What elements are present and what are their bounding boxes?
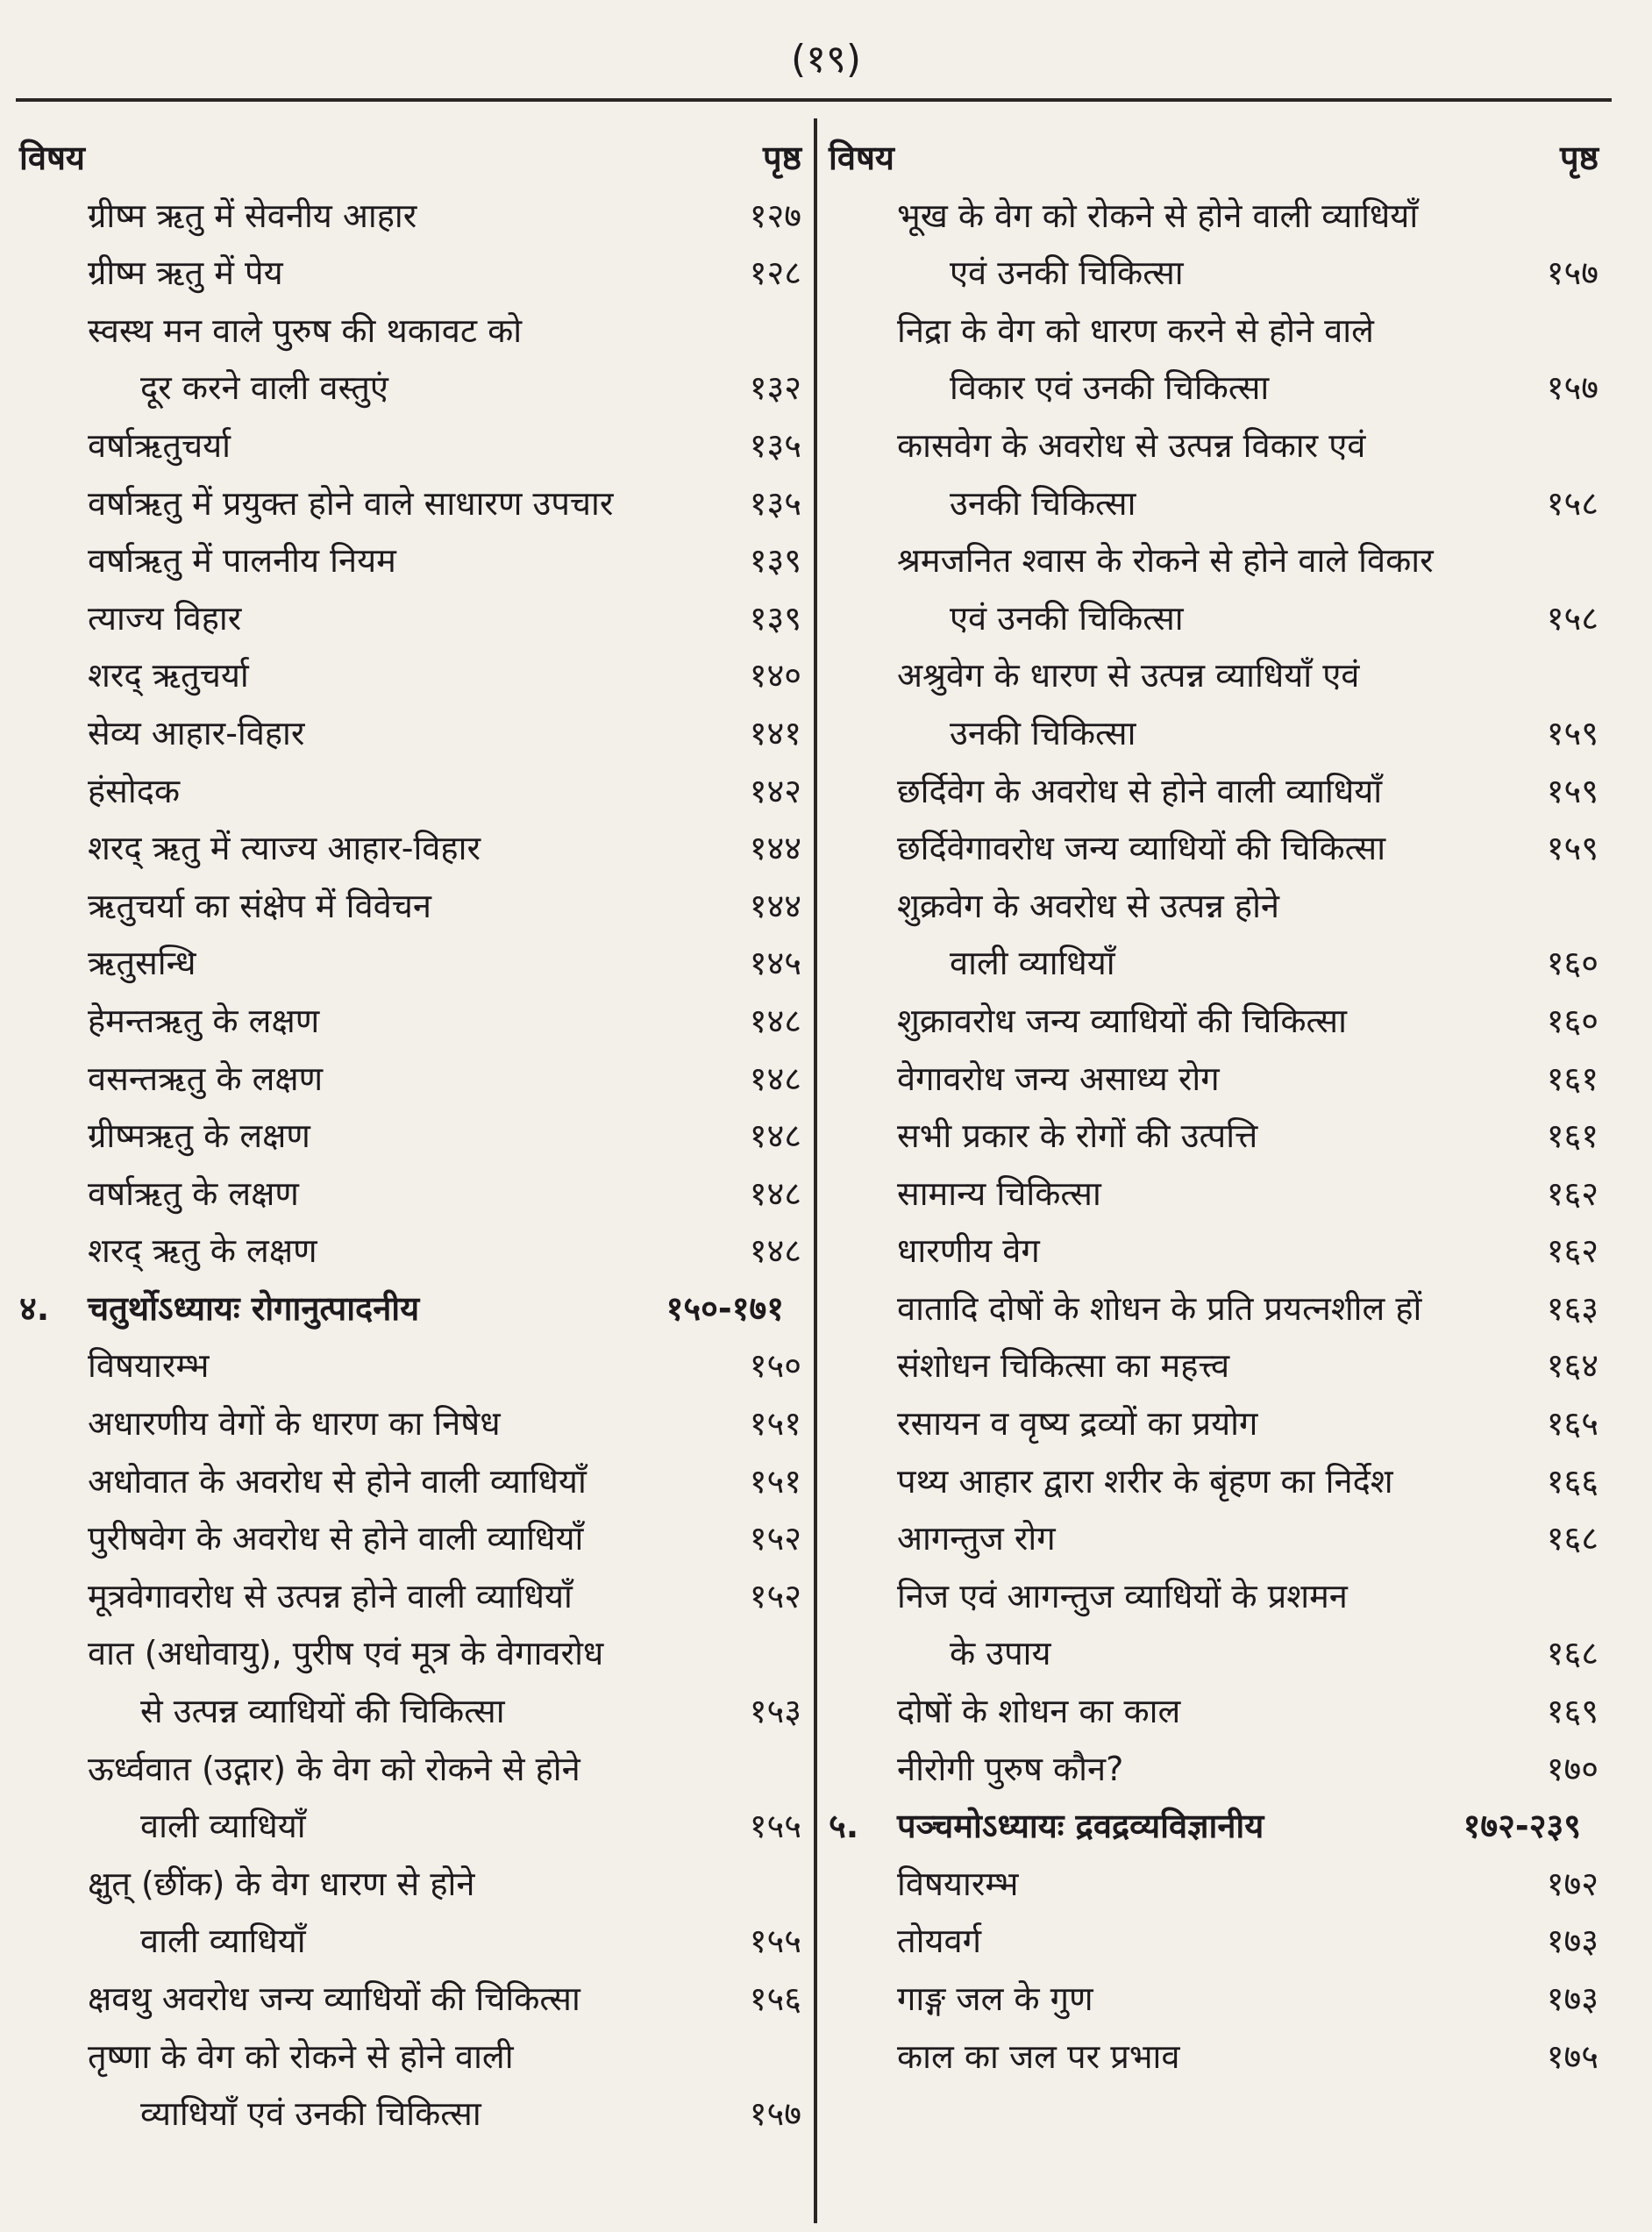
entry-text [88,935,196,993]
page-number-cell: १५२ [749,1576,801,1615]
chapter-title [19,1280,419,1338]
toc-entry [829,1051,1599,1109]
entry-text [88,1971,580,2029]
entry-label: तृष्णा के वेग को रोकने से होने वाली [88,2036,514,2076]
toc-entry [19,2029,801,2086]
entry-text [950,245,1184,303]
chapter-entry [829,1798,1599,1856]
entry-label: एवं उनकी चिकित्सा [950,253,1184,293]
entry-text [88,2029,514,2086]
entry-text [897,647,1359,705]
page-number-cell: १४८ [749,1001,801,1040]
entry-label: वसन्तऋतु के लक्षण [88,1059,324,1098]
entry-text [897,1051,1220,1109]
page-number-cell: १४५ [749,944,801,983]
entry-text [88,763,180,821]
entry-text [897,1971,1093,2029]
entry-label: श्रमजनित श्वास के रोकने से होने वाले विकार [897,541,1434,581]
toc-entry [829,1510,1599,1568]
subject-heading: विषय [829,139,894,177]
entry-text [950,1625,1051,1683]
entry-text [88,1625,603,1683]
page-number-cell: १४१ [749,713,801,752]
entry-text [88,1856,474,1914]
toc-entry [19,1625,801,1683]
entry-text [88,590,241,648]
entry-label: मूत्रवेगावरोध से उत्पन्न होने वाली व्याधियाँ [88,1576,573,1615]
toc-entry [829,1453,1599,1511]
entry-label: दूर करने वाली वस्तुएं [140,368,388,408]
entry-text [140,2086,481,2143]
page-number-cell: १५२ [749,1519,801,1558]
entry-text [897,303,1374,360]
entry-label: ऋतुसन्धि [88,944,196,983]
header-rule [16,98,1612,102]
page-number: (१९) [790,37,862,82]
page-number-cell: १६० [1546,944,1599,983]
toc-entry [829,935,1599,993]
page-number-cell: १३५ [749,425,801,465]
page-number-cell: १३२ [749,368,801,408]
entry-label: अधोवात के अवरोध से होने वाली व्याधियाँ [88,1461,587,1501]
page-heading: पृष्ठ [1560,139,1599,177]
entry-label: विषयारम्भ [88,1346,210,1386]
toc-entry [829,360,1599,417]
page-number-cell: १५०-१७१ [666,1288,784,1328]
toc-entry [19,1453,801,1511]
toc-entry [829,1568,1599,1626]
entry-label: धारणीय वेग [897,1231,1040,1271]
column-divider [814,118,817,2223]
entry-label: पथ्य आहार द्वारा शरीर के बृंहण का निर्देश [897,1461,1393,1501]
entry-text [950,590,1184,648]
page-number-cell: १७० [1546,1749,1599,1788]
page-number-cell: १५७ [749,2094,801,2134]
entry-text [88,1166,299,1223]
entry-text [950,935,1115,993]
toc-entry [19,1051,801,1109]
entry-text [88,705,304,763]
page-number-cell: १५७ [1546,253,1599,293]
page-number-cell: १४० [749,656,801,695]
page-number-cell: १६८ [1546,1634,1599,1673]
entry-text [897,1683,1180,1741]
column-header [19,130,801,188]
entry-label: वातादि दोषों के शोधन के प्रति प्रयत्नशील हों [897,1288,1422,1328]
entry-text [950,360,1269,417]
entry-label: वात (अधोवायु), पुरीष एवं मूत्र के वेगावरोध [88,1634,604,1673]
toc-entry [829,590,1599,648]
page-number-cell: १५५ [749,1807,801,1846]
entry-text [140,1798,306,1856]
page-number-cell: १२७ [749,196,801,235]
entry-text [88,647,249,705]
page-number-cell: १५९ [1546,829,1599,868]
entry-label: अधारणीय वेगों के धारण का निषेध [88,1404,501,1444]
entry-text [140,1683,505,1741]
toc-entry [829,1337,1599,1395]
entry-text [897,763,1382,821]
page-number-cell: १६१ [1546,1116,1599,1156]
toc-entry [19,647,801,705]
toc-entry [829,1625,1599,1683]
entry-text [897,1166,1101,1223]
entry-label: सभी प्रकार के रोगों की उत्पत्ति [897,1116,1258,1156]
entry-label: हंसोदक [88,771,181,810]
toc-entry [19,1568,801,1626]
page-number-cell: १४८ [749,1173,801,1213]
entry-text [897,1741,1123,1799]
toc-entry [19,1971,801,2029]
entry-label: क्षवथु अवरोध जन्य व्याधियों की चिकित्सा [88,1979,580,2018]
entry-label: पञ्चमोऽध्यायः द्रवद्रव्यविज्ञानीय [897,1807,1264,1846]
entry-label: रसायन व वृष्य द्रव्यों का प्रयोग [897,1404,1258,1444]
chapter-title [829,1798,1264,1856]
entry-label: कासवेग के अवरोध से उत्पन्न विकार एवं [897,425,1366,465]
toc-entry [19,303,801,360]
page-number-cell: १६२ [1546,1173,1599,1213]
entry-label: निद्रा के वेग को धारण करने से होने वाले [897,310,1374,350]
entry-text [897,993,1347,1051]
page-number-cell: १५० [749,1346,801,1386]
entry-label: गाङ्ग जल के गुण [897,1979,1093,2018]
page-number-cell: १५९ [1546,771,1599,810]
entry-text [897,1280,1421,1338]
page-number-cell: १२८ [749,253,801,293]
entry-label: वर्षाऋतु के लक्षण [88,1173,299,1213]
page-number-cell: १७२-२३९ [1463,1807,1581,1846]
page-number-cell: १६१ [1546,1059,1599,1098]
entry-text [897,532,1434,590]
page-number-cell: १४८ [749,1059,801,1098]
toc-entry [19,532,801,590]
entry-text [88,1568,573,1626]
page-number-cell: १६५ [1546,1404,1599,1444]
toc-entry [19,1798,801,1856]
entry-text [897,1108,1257,1166]
column-header [829,130,1599,188]
entry-text [897,878,1279,936]
toc-entry [19,2086,801,2143]
page-number-cell: १५६ [749,1979,801,2018]
entry-label: हेमन्तऋतु के लक्षण [88,1001,320,1040]
entry-label: उनकी चिकित्सा [950,483,1136,523]
entry-label: शरद् ऋतु में त्याज्य आहार-विहार [88,829,481,868]
page-number-cell: १५८ [1546,483,1599,523]
entry-label: भूख के वेग को रोकने से होने वाली व्याधियाँ [897,196,1419,235]
page-number-cell: १५८ [1546,598,1599,638]
toc-entry [19,763,801,821]
toc-entry [19,1337,801,1395]
entry-label: ऋतुचर्या का संक्षेप में विवेचन [88,886,431,925]
page-number-cell: १४८ [749,1116,801,1156]
entry-label: वर्षाऋतु में प्रयुक्त होने वाले साधारण उपचार [88,483,614,523]
page-number-cell: १७२ [1546,1864,1599,1903]
entry-label: सामान्य चिकित्सा [897,1173,1101,1213]
entry-text [88,878,431,936]
entry-label: वर्षाऋतु में पालनीय नियम [88,541,396,581]
page-number-cell: १३९ [749,598,801,638]
entry-text [897,2029,1180,2086]
chapter-number: ५. [829,1807,859,1846]
entry-label: शुक्रावरोध जन्य व्याधियों की चिकित्सा [897,1001,1347,1040]
page-number-cell: १६९ [1546,1692,1599,1731]
entry-text [897,820,1385,878]
toc-entry [19,1683,801,1741]
toc-entry [829,878,1599,936]
entry-text [88,417,231,475]
entry-label: वर्षाऋतुचर्या [88,425,231,465]
toc-entry [19,1395,801,1453]
page-number-cell: १५७ [1546,368,1599,408]
toc-entry [829,993,1599,1051]
entry-text [88,188,417,246]
right-column [829,130,1599,2086]
page-number-cell: १७५ [1546,2036,1599,2076]
entry-label: स्वस्थ मन वाले पुरुष की थकावट को [88,310,523,350]
entry-label: विषयारम्भ [897,1864,1019,1903]
page-number-cell: १६३ [1546,1288,1599,1328]
entry-label: सेव्य आहार-विहार [88,713,305,752]
entry-label: त्याज्य विहार [88,598,242,638]
entry-label: ग्रीष्म ऋतु में सेवनीय आहार [88,196,417,235]
entry-label: विकार एवं उनकी चिकित्सा [950,368,1270,408]
toc-entry [829,1683,1599,1741]
entry-label: वाली व्याधियाँ [140,1922,306,1961]
page-number-cell: १६८ [1546,1519,1599,1558]
entry-label: व्याधियाँ एवं उनकी चिकित्सा [140,2094,481,2134]
entry-label: के उपाय [950,1634,1051,1673]
entry-text [88,1741,580,1799]
entry-label: निज एवं आगन्तुज व्याधियों के प्रशमन [897,1576,1348,1615]
page-number-cell: १४८ [749,1231,801,1271]
toc-entry [829,1741,1599,1799]
entry-label: एवं उनकी चिकित्सा [950,598,1184,638]
entry-text [88,532,396,590]
toc-entry [829,1856,1599,1914]
toc-entry [829,475,1599,533]
entry-text [88,1337,209,1395]
toc-entry [829,820,1599,878]
toc-entry [19,1510,801,1568]
toc-entry [829,1166,1599,1223]
entry-text [897,417,1365,475]
entry-label: शरद् ऋतु के लक्षण [88,1231,317,1271]
toc-entry [829,2029,1599,2086]
entry-text [897,188,1418,246]
entry-label: अश्रुवेग के धारण से उत्पन्न व्याधियाँ एवं [897,656,1360,695]
page-number-cell: १५९ [1546,713,1599,752]
entry-text [897,1395,1257,1453]
toc-entry [829,417,1599,475]
entry-label: क्षुत् (छींक) के वेग धारण से होने [88,1864,475,1903]
entry-label: शुक्रवेग के अवरोध से उत्पन्न होने [897,886,1280,925]
toc-entry [19,1108,801,1166]
toc-entry [829,1971,1599,2029]
entry-label: से उत्पन्न व्याधियों की चिकित्सा [140,1692,505,1731]
toc-entry [829,1913,1599,1971]
entry-label: ऊर्ध्ववात (उद्गार) के वेग को रोकने से होने [88,1749,580,1788]
page-heading: पृष्ठ [763,139,801,177]
toc-entry [19,590,801,648]
toc-entry [19,1856,801,1914]
chapter-number: ४. [19,1288,50,1328]
entry-text [88,820,481,878]
page-number-cell: १६४ [1546,1346,1599,1386]
page-number-cell: १६६ [1546,1461,1599,1501]
toc-entry [19,360,801,417]
entry-label: ग्रीष्म ऋतु में पेय [88,253,283,293]
toc-entry [19,417,801,475]
subject-heading: विषय [19,139,85,177]
page-number-cell: १३९ [749,541,801,581]
entry-label: नीरोगी पुरुष कौन? [897,1749,1124,1788]
toc-entry [829,1108,1599,1166]
entry-label: संशोधन चिकित्सा का महत्त्व [897,1346,1230,1386]
page-number-cell: १६० [1546,1001,1599,1040]
page-number-cell: १३५ [749,483,801,523]
entry-label: वाली व्याधियाँ [950,944,1115,983]
page-number-cell: १५३ [749,1692,801,1731]
entry-text [88,1510,583,1568]
toc-entry [829,303,1599,360]
entry-text [88,1051,323,1109]
entry-label: काल का जल पर प्रभाव [897,2036,1180,2076]
entry-text [88,475,613,533]
toc-entry [829,647,1599,705]
entry-label: छर्दिवेगावरोध जन्य व्याधियों की चिकित्सा [897,829,1386,868]
entry-label: पुरीषवेग के अवरोध से होने वाली व्याधियाँ [88,1519,584,1558]
entry-label: आगन्तुज रोग [897,1519,1056,1558]
entry-text [950,705,1136,763]
page-number-cell: १७३ [1546,1979,1599,2018]
entry-label: वेगावरोध जन्य असाध्य रोग [897,1059,1220,1098]
toc-entry [829,188,1599,246]
page-number-cell: १५१ [749,1404,801,1444]
toc-entry [19,878,801,936]
entry-label: दोषों के शोधन का काल [897,1692,1181,1731]
page-number-cell: १५१ [749,1461,801,1501]
left-column [19,130,801,2143]
entry-text [88,1395,501,1453]
toc-entry [19,935,801,993]
toc-entry [19,1166,801,1223]
toc-entry [19,188,801,246]
toc-entry [829,1395,1599,1453]
toc-entry [829,763,1599,821]
entry-text [88,245,283,303]
toc-entry [829,245,1599,303]
entry-text [897,1223,1040,1280]
page-number-cell: १४२ [749,771,801,810]
entry-text [897,1453,1393,1511]
entry-label: तोयवर्ग [897,1922,982,1961]
entry-text [897,1510,1056,1568]
toc-entry [19,1913,801,1971]
toc-entry [19,245,801,303]
entry-label: ग्रीष्मऋतु के लक्षण [88,1116,310,1156]
entry-text [88,1453,587,1511]
entry-label: उनकी चिकित्सा [950,713,1136,752]
toc-entry [19,993,801,1051]
page-number-cell: १७३ [1546,1922,1599,1961]
entry-text [88,993,319,1051]
entry-label: चतुर्थोऽध्यायः रोगानुत्पादनीय [88,1288,420,1328]
entry-text [897,1913,981,1971]
page-number-cell: १४४ [749,886,801,925]
entry-label: छर्दिवेग के अवरोध से होने वाली व्याधियाँ [897,771,1383,810]
page-number-cell: १५५ [749,1922,801,1961]
entry-text [140,360,388,417]
toc-entry [19,705,801,763]
entry-text [950,475,1136,533]
toc-entry [19,475,801,533]
entry-text [88,1223,317,1280]
toc-entry [19,1741,801,1799]
entry-label: शरद् ऋतुचर्या [88,656,249,695]
entry-label: वाली व्याधियाँ [140,1807,306,1846]
page-number-cell: १६२ [1546,1231,1599,1271]
toc-entry [829,1280,1599,1338]
entry-text [88,1108,310,1166]
entry-text [897,1568,1348,1626]
toc-entry [829,1223,1599,1280]
entry-text [140,1913,306,1971]
chapter-entry [19,1280,801,1338]
entry-text [897,1337,1229,1395]
entry-text [88,303,522,360]
toc-entry [19,820,801,878]
toc-entry [829,532,1599,590]
page-number-cell: १४४ [749,829,801,868]
toc-entry [19,1223,801,1280]
entry-text [897,1856,1018,1914]
toc-entry [829,705,1599,763]
